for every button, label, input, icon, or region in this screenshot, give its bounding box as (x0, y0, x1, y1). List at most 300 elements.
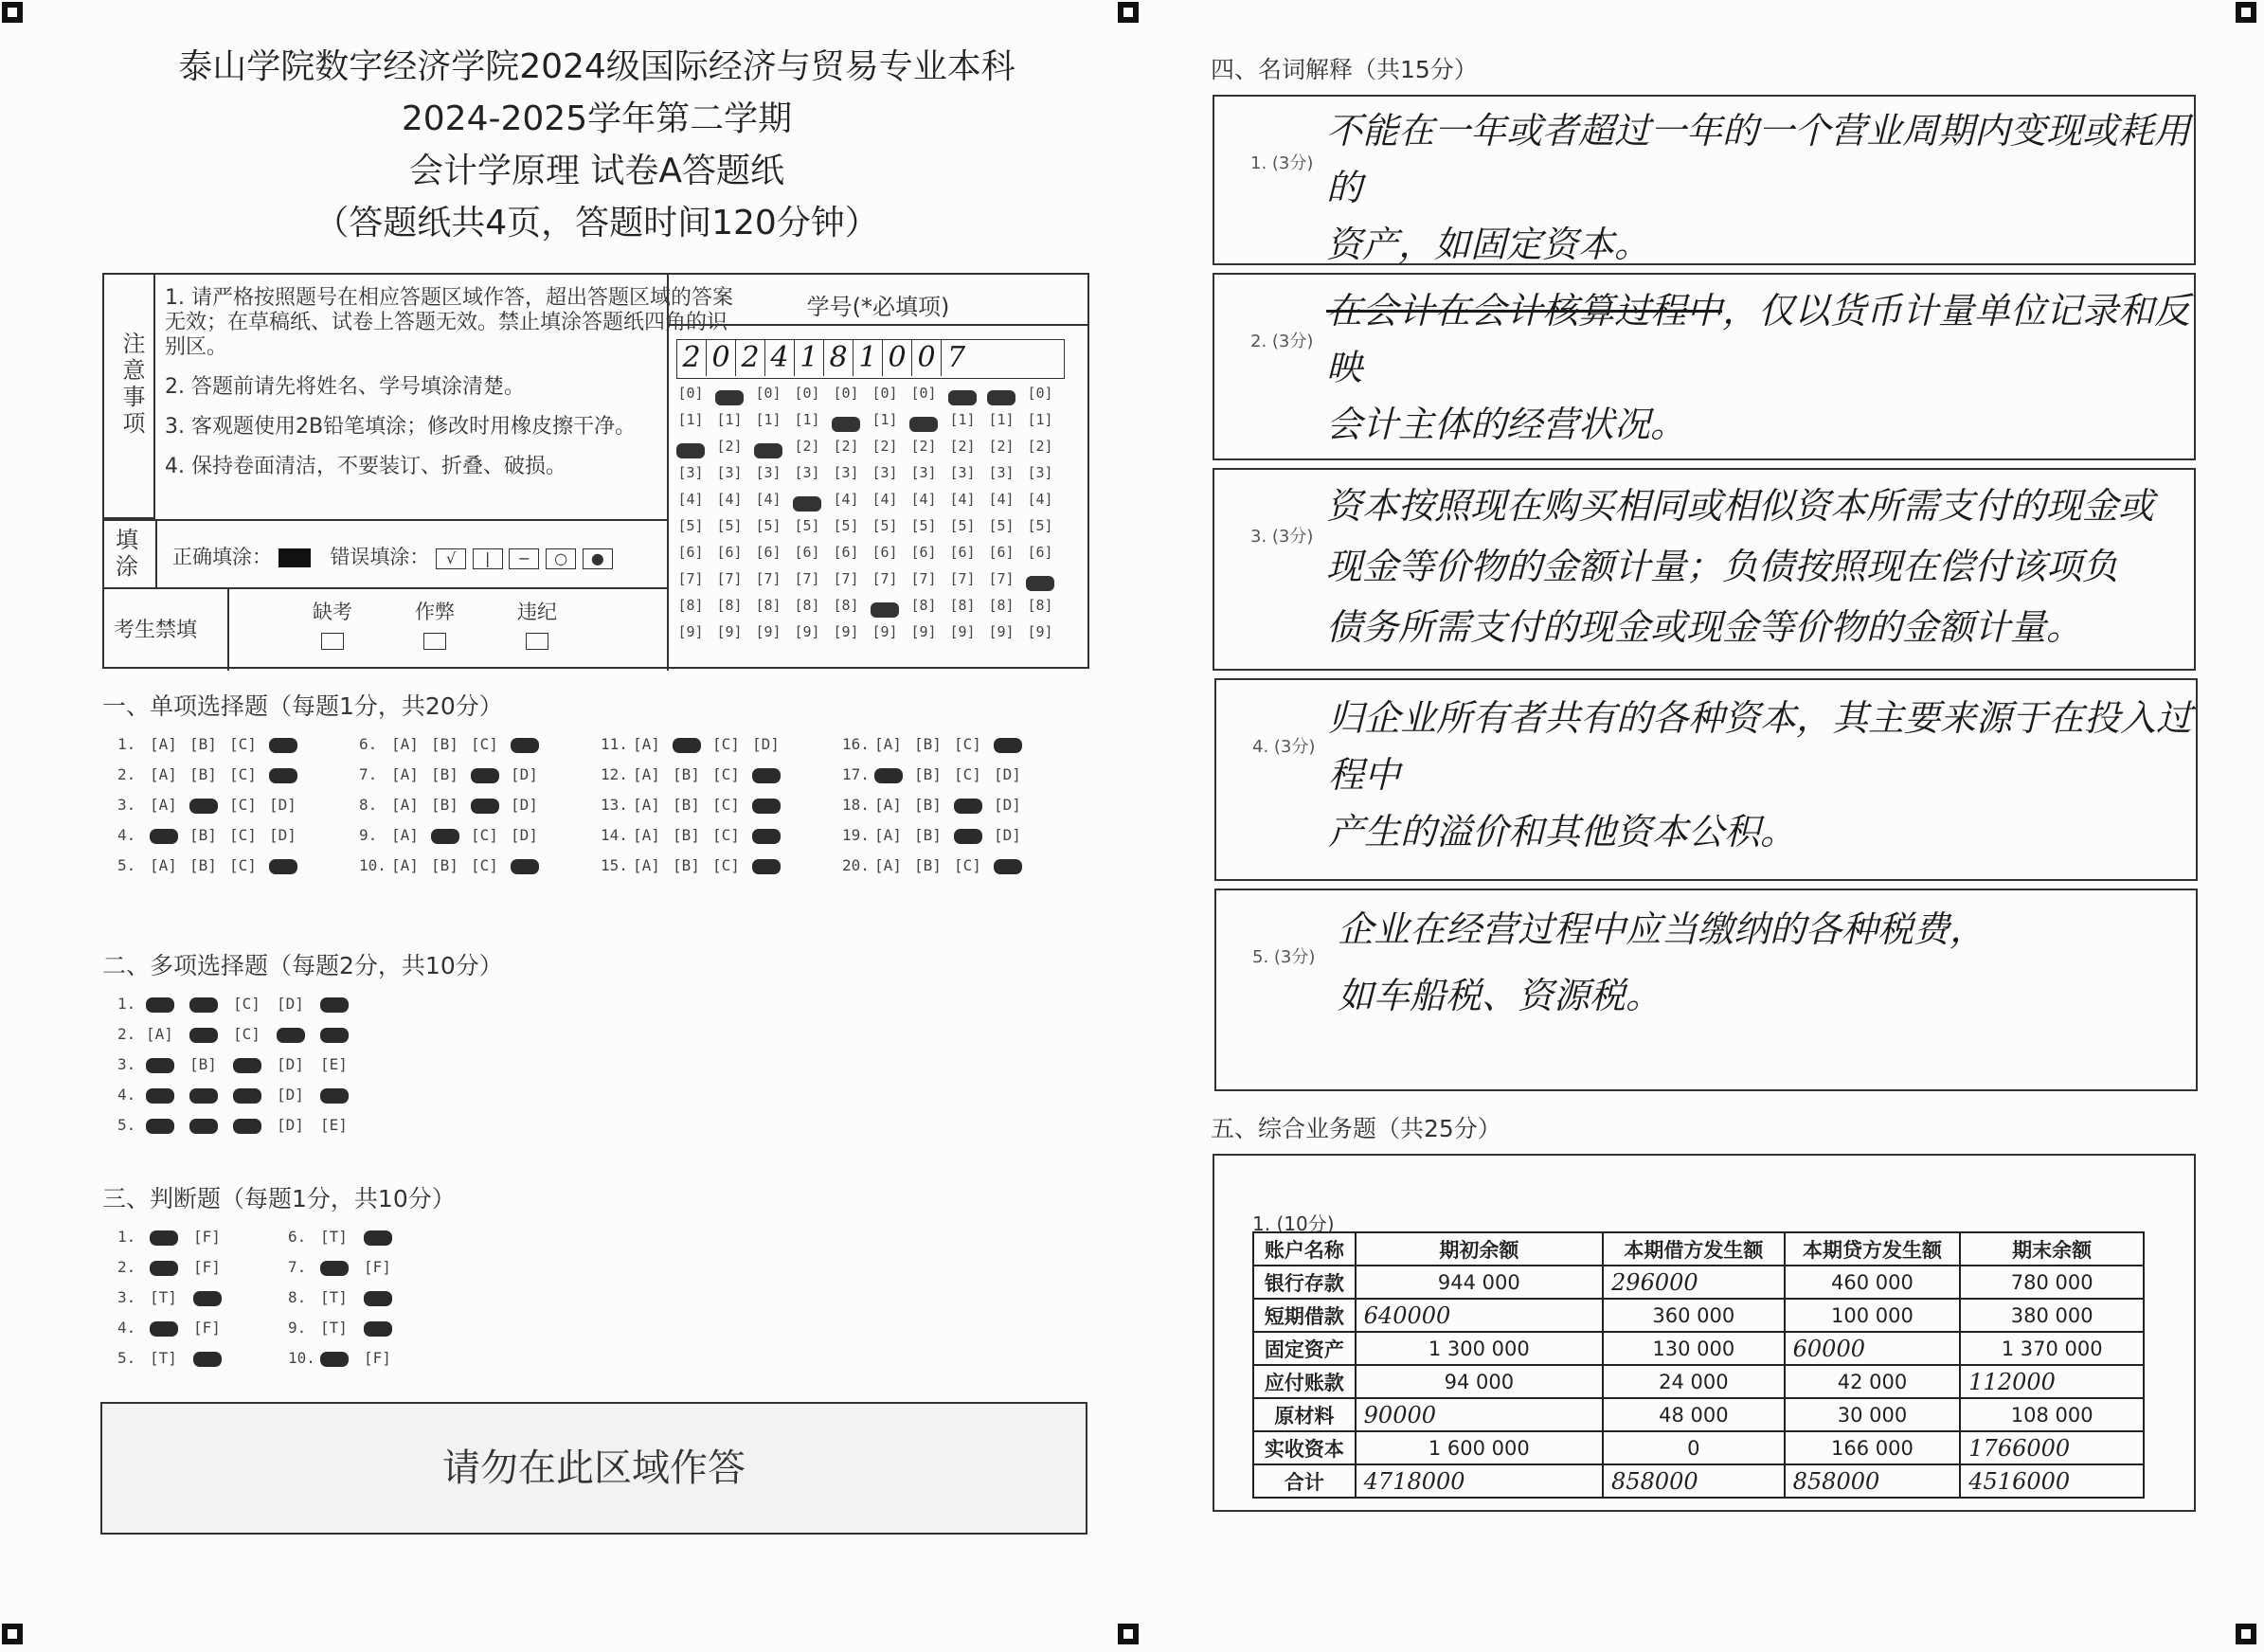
true-false-item[interactable] (117, 1228, 237, 1246)
filled-bubble[interactable] (471, 765, 511, 783)
single-choice-item[interactable] (117, 765, 309, 783)
option-bubble[interactable]: [B] (431, 796, 458, 814)
filled-bubble[interactable] (471, 796, 511, 814)
sid-bubble[interactable] (1026, 576, 1054, 591)
sid-bubble[interactable]: [0] (794, 385, 820, 402)
option-bubble[interactable]: [C] (229, 856, 257, 874)
sid-bubble[interactable]: [5] (794, 517, 820, 534)
sid-bubble[interactable] (832, 417, 860, 432)
sid-bubble-column[interactable] (1026, 385, 1054, 650)
option-bubble[interactable]: [D] (269, 796, 296, 814)
option-bubble[interactable]: [D] (277, 1116, 304, 1134)
sid-bubble[interactable]: [6] (1027, 544, 1053, 561)
option-bubble[interactable]: [A] (633, 735, 660, 753)
sid-bubble[interactable]: [4] (910, 491, 937, 508)
filled-bubble[interactable] (320, 1025, 364, 1043)
option-bubble[interactable]: [D] (511, 765, 538, 783)
sid-bubble[interactable]: [7] (871, 570, 898, 587)
filled-bubble[interactable] (269, 765, 309, 783)
option-bubble[interactable]: [C] (954, 735, 981, 753)
option-bubble[interactable]: [C] (712, 796, 740, 814)
sid-bubble[interactable]: [8] (755, 597, 782, 614)
single-choice-item[interactable] (842, 796, 1033, 814)
amount-cell[interactable]: 130 000 (1603, 1332, 1785, 1365)
option-bubble[interactable]: [T] (150, 1288, 177, 1306)
sid-bubble[interactable] (987, 390, 1015, 405)
option-bubble[interactable]: [A] (874, 735, 902, 753)
answer-box-5[interactable] (1214, 889, 2198, 1091)
option-bubble[interactable]: [C] (712, 735, 740, 753)
filled-bubble[interactable] (150, 1228, 193, 1246)
sid-bubble[interactable]: [5] (716, 517, 743, 534)
sid-bubble[interactable]: [8] (794, 597, 820, 614)
sid-bubble[interactable]: [8] (1027, 597, 1053, 614)
true-false-item[interactable] (288, 1258, 407, 1276)
multi-choice-grid[interactable] (117, 995, 496, 1146)
student-id-digits[interactable] (676, 339, 1065, 379)
sid-bubble[interactable]: [7] (716, 570, 743, 587)
checkbox[interactable] (321, 633, 344, 650)
option-bubble[interactable]: [B] (914, 735, 942, 753)
option-bubble[interactable]: [D] (752, 735, 780, 753)
sid-bubble[interactable]: [6] (716, 544, 743, 561)
amount-cell[interactable]: 4516000 (1960, 1464, 2144, 1498)
option-bubble[interactable]: [B] (914, 796, 942, 814)
true-false-item[interactable] (117, 1258, 237, 1276)
sid-bubble[interactable]: [7] (833, 570, 859, 587)
filled-bubble[interactable] (193, 1349, 237, 1367)
multi-choice-item[interactable] (117, 1086, 364, 1104)
sid-bubble[interactable]: [3] (910, 464, 937, 481)
sid-bubble[interactable]: [9] (910, 623, 937, 640)
option-bubble[interactable]: [C] (471, 856, 498, 874)
answer-box-3[interactable] (1213, 468, 2196, 671)
sid-bubble-column[interactable] (909, 385, 938, 650)
option-bubble[interactable]: [A] (633, 796, 660, 814)
sid-bubble[interactable]: [7] (677, 570, 704, 587)
sid-bubble[interactable]: [2] (1027, 438, 1053, 455)
true-false-item[interactable] (117, 1288, 237, 1306)
sid-bubble[interactable]: [9] (833, 623, 859, 640)
single-choice-item[interactable] (117, 735, 309, 753)
option-bubble[interactable]: [A] (146, 1025, 173, 1043)
answer-box-2[interactable] (1213, 273, 2196, 460)
amount-cell[interactable]: 1766000 (1960, 1431, 2144, 1464)
amount-cell[interactable]: 108 000 (1960, 1398, 2144, 1431)
option-bubble[interactable]: [B] (189, 826, 217, 844)
sid-bubble[interactable]: [9] (677, 623, 704, 640)
sid-bubble[interactable]: [6] (755, 544, 782, 561)
option-bubble[interactable]: [B] (673, 826, 700, 844)
single-choice-item[interactable] (117, 856, 309, 874)
option-bubble[interactable]: [T] (320, 1288, 348, 1306)
sid-bubble[interactable]: [3] (871, 464, 898, 481)
sid-bubble[interactable]: [6] (910, 544, 937, 561)
sid-bubble[interactable]: [5] (949, 517, 976, 534)
sid-bubble[interactable]: [7] (988, 570, 1015, 587)
sid-bubble[interactable]: [1] (988, 411, 1015, 428)
option-bubble[interactable]: [T] (320, 1319, 348, 1337)
filled-bubble[interactable] (150, 1258, 193, 1276)
option-bubble[interactable]: [A] (391, 735, 419, 753)
sid-bubble[interactable]: [8] (949, 597, 976, 614)
sid-bubble[interactable]: [0] (1027, 385, 1053, 402)
true-false-item[interactable] (288, 1288, 407, 1306)
student-id-bubble-grid[interactable] (676, 385, 1084, 659)
sid-bubble[interactable]: [5] (910, 517, 937, 534)
filled-bubble[interactable] (189, 995, 233, 1013)
sid-bubble[interactable]: [6] (794, 544, 820, 561)
filled-bubble[interactable] (269, 735, 309, 753)
sid-bubble[interactable] (793, 496, 821, 512)
option-bubble[interactable]: [A] (874, 826, 902, 844)
sid-bubble[interactable]: [4] (1027, 491, 1053, 508)
option-bubble[interactable]: [E] (320, 1116, 348, 1134)
option-bubble[interactable]: [A] (391, 826, 419, 844)
sid-bubble-column[interactable] (871, 385, 899, 650)
single-choice-item[interactable] (359, 856, 550, 874)
sid-bubble[interactable] (676, 443, 705, 458)
sid-bubble[interactable]: [3] (988, 464, 1015, 481)
sid-bubble[interactable]: [2] (794, 438, 820, 455)
amount-cell[interactable]: 858000 (1785, 1464, 1961, 1498)
filled-bubble[interactable] (233, 1086, 277, 1104)
option-bubble[interactable]: [C] (954, 856, 981, 874)
sid-bubble-column[interactable] (754, 385, 782, 650)
filled-bubble[interactable] (994, 856, 1033, 874)
sid-bubble-column[interactable] (987, 385, 1015, 650)
checkbox[interactable] (423, 633, 446, 650)
single-choice-grid[interactable] (117, 735, 1084, 887)
option-bubble[interactable]: [F] (364, 1258, 391, 1276)
sid-bubble-column[interactable] (948, 385, 977, 650)
filled-bubble[interactable] (994, 735, 1033, 753)
single-choice-item[interactable] (359, 826, 550, 844)
sid-bubble[interactable]: [2] (949, 438, 976, 455)
sid-bubble[interactable]: [7] (794, 570, 820, 587)
sid-bubble[interactable]: [5] (988, 517, 1015, 534)
option-bubble[interactable]: [D] (277, 1086, 304, 1104)
filled-bubble[interactable] (189, 1116, 233, 1134)
sid-bubble[interactable]: [4] (716, 491, 743, 508)
sid-bubble[interactable] (909, 417, 938, 432)
option-bubble[interactable]: [C] (229, 765, 257, 783)
filled-bubble[interactable] (511, 856, 550, 874)
sid-bubble[interactable]: [2] (833, 438, 859, 455)
sid-bubble[interactable] (948, 390, 977, 405)
forbidden-violation[interactable]: 违纪 (517, 597, 557, 650)
option-bubble[interactable]: [C] (954, 765, 981, 783)
filled-bubble[interactable] (277, 1025, 320, 1043)
filled-bubble[interactable] (752, 796, 792, 814)
sid-bubble[interactable]: [8] (677, 597, 704, 614)
option-bubble[interactable]: [D] (994, 826, 1021, 844)
multi-choice-item[interactable] (117, 1116, 364, 1134)
filled-bubble[interactable] (269, 856, 309, 874)
amount-cell[interactable]: 48 000 (1603, 1398, 1785, 1431)
filled-bubble[interactable] (146, 1086, 189, 1104)
amount-cell[interactable]: 460 000 (1785, 1266, 1961, 1299)
amount-cell[interactable]: 296000 (1603, 1266, 1785, 1299)
filled-bubble[interactable] (320, 1258, 364, 1276)
option-bubble[interactable]: [A] (633, 826, 660, 844)
single-choice-item[interactable] (601, 765, 792, 783)
amount-cell[interactable]: 100 000 (1785, 1299, 1961, 1332)
amount-cell[interactable]: 90000 (1356, 1398, 1603, 1431)
filled-bubble[interactable] (364, 1319, 407, 1337)
multi-choice-item[interactable] (117, 1025, 364, 1043)
filled-bubble[interactable] (364, 1228, 407, 1246)
option-bubble[interactable]: [F] (193, 1319, 221, 1337)
filled-bubble[interactable] (511, 735, 550, 753)
option-bubble[interactable]: [B] (914, 826, 942, 844)
ledger-table[interactable] (1252, 1231, 2145, 1499)
amount-cell[interactable]: 94 000 (1356, 1365, 1603, 1398)
option-bubble[interactable]: [C] (712, 765, 740, 783)
option-bubble[interactable]: [A] (874, 856, 902, 874)
sid-bubble[interactable]: [8] (910, 597, 937, 614)
true-false-item[interactable] (288, 1228, 407, 1246)
option-bubble[interactable]: [C] (712, 826, 740, 844)
single-choice-item[interactable] (117, 826, 309, 844)
amount-cell[interactable]: 42 000 (1785, 1365, 1961, 1398)
option-bubble[interactable]: [C] (471, 735, 498, 753)
sid-bubble[interactable]: [5] (677, 517, 704, 534)
option-bubble[interactable]: [C] (471, 826, 498, 844)
amount-cell[interactable]: 1 370 000 (1960, 1332, 2144, 1365)
option-bubble[interactable]: [A] (633, 856, 660, 874)
sid-bubble[interactable]: [7] (755, 570, 782, 587)
forbidden-cheat[interactable]: 作弊 (415, 597, 455, 650)
sid-bubble[interactable]: [4] (871, 491, 898, 508)
true-false-item[interactable] (288, 1319, 407, 1337)
single-choice-item[interactable] (359, 765, 550, 783)
sid-bubble[interactable]: [9] (988, 623, 1015, 640)
option-bubble[interactable]: [C] (233, 995, 261, 1013)
sid-bubble[interactable]: [0] (871, 385, 898, 402)
option-bubble[interactable]: [F] (193, 1258, 221, 1276)
single-choice-item[interactable] (601, 856, 792, 874)
option-bubble[interactable]: [A] (150, 856, 177, 874)
option-bubble[interactable]: [D] (994, 765, 1021, 783)
option-bubble[interactable]: [B] (189, 1055, 217, 1073)
true-false-item[interactable] (288, 1349, 407, 1367)
amount-cell[interactable]: 24 000 (1603, 1365, 1785, 1398)
filled-bubble[interactable] (233, 1116, 277, 1134)
option-bubble[interactable]: [C] (229, 796, 257, 814)
single-choice-item[interactable] (842, 735, 1033, 753)
filled-bubble[interactable] (431, 826, 471, 844)
filled-bubble[interactable] (954, 796, 994, 814)
amount-cell[interactable]: 1 600 000 (1356, 1431, 1603, 1464)
sid-bubble[interactable]: [9] (794, 623, 820, 640)
sid-bubble[interactable]: [1] (716, 411, 743, 428)
single-choice-item[interactable] (842, 826, 1033, 844)
amount-cell[interactable]: 30 000 (1785, 1398, 1961, 1431)
option-bubble[interactable]: [B] (431, 856, 458, 874)
sid-bubble[interactable]: [1] (755, 411, 782, 428)
amount-cell[interactable]: 1 300 000 (1356, 1332, 1603, 1365)
amount-cell[interactable]: 0 (1603, 1431, 1785, 1464)
forbidden-absent[interactable]: 缺考 (313, 597, 352, 650)
filled-bubble[interactable] (752, 765, 792, 783)
amount-cell[interactable]: 380 000 (1960, 1299, 2144, 1332)
sid-bubble[interactable]: [9] (716, 623, 743, 640)
option-bubble[interactable]: [F] (193, 1228, 221, 1246)
multi-choice-item[interactable] (117, 1055, 364, 1073)
sid-bubble[interactable]: [6] (949, 544, 976, 561)
sid-bubble[interactable]: [8] (988, 597, 1015, 614)
amount-cell[interactable]: 944 000 (1356, 1266, 1603, 1299)
sid-bubble[interactable]: [9] (1027, 623, 1053, 640)
single-choice-item[interactable] (359, 796, 550, 814)
true-false-grid[interactable] (117, 1228, 440, 1379)
option-bubble[interactable]: [D] (511, 796, 538, 814)
answer-box-1[interactable] (1213, 95, 2196, 265)
option-bubble[interactable]: [B] (914, 765, 942, 783)
sid-bubble[interactable]: [5] (833, 517, 859, 534)
answer-box-4[interactable] (1214, 678, 2198, 881)
sid-bubble[interactable]: [4] (988, 491, 1015, 508)
filled-bubble[interactable] (146, 1116, 189, 1134)
sid-bubble[interactable]: [6] (677, 544, 704, 561)
filled-bubble[interactable] (320, 1086, 364, 1104)
sid-bubble[interactable]: [6] (871, 544, 898, 561)
filled-bubble[interactable] (364, 1288, 407, 1306)
sid-bubble[interactable]: [3] (794, 464, 820, 481)
option-bubble[interactable]: [B] (189, 765, 217, 783)
sid-bubble[interactable]: [9] (949, 623, 976, 640)
option-bubble[interactable]: [D] (269, 826, 296, 844)
sid-bubble-column[interactable] (793, 385, 821, 650)
amount-cell[interactable]: 858000 (1603, 1464, 1785, 1498)
sid-bubble[interactable]: [2] (871, 438, 898, 455)
filled-bubble[interactable] (752, 856, 792, 874)
option-bubble[interactable]: [A] (391, 796, 419, 814)
option-bubble[interactable]: [C] (233, 1025, 261, 1043)
sid-bubble[interactable] (871, 602, 899, 618)
sid-bubble[interactable]: [0] (755, 385, 782, 402)
sid-bubble[interactable] (715, 390, 744, 405)
filled-bubble[interactable] (189, 1025, 233, 1043)
filled-bubble[interactable] (233, 1055, 277, 1073)
sid-bubble-column[interactable] (676, 385, 705, 650)
filled-bubble[interactable] (189, 1086, 233, 1104)
sid-bubble[interactable]: [1] (794, 411, 820, 428)
filled-bubble[interactable] (320, 1349, 364, 1367)
option-bubble[interactable]: [B] (673, 796, 700, 814)
option-bubble[interactable]: [B] (431, 765, 458, 783)
sid-bubble[interactable]: [3] (755, 464, 782, 481)
amount-cell[interactable]: 360 000 (1603, 1299, 1785, 1332)
amount-cell[interactable]: 166 000 (1785, 1431, 1961, 1464)
sid-bubble[interactable]: [3] (716, 464, 743, 481)
option-bubble[interactable]: [D] (511, 826, 538, 844)
single-choice-item[interactable] (842, 765, 1033, 783)
filled-bubble[interactable] (189, 796, 229, 814)
filled-bubble[interactable] (752, 826, 792, 844)
filled-bubble[interactable] (146, 1055, 189, 1073)
option-bubble[interactable]: [D] (277, 995, 304, 1013)
sid-bubble[interactable]: [7] (910, 570, 937, 587)
option-bubble[interactable]: [A] (150, 735, 177, 753)
amount-cell[interactable]: 60000 (1785, 1332, 1961, 1365)
option-bubble[interactable]: [A] (391, 856, 419, 874)
option-bubble[interactable]: [B] (189, 856, 217, 874)
option-bubble[interactable]: [B] (189, 735, 217, 753)
option-bubble[interactable]: [B] (673, 856, 700, 874)
sid-bubble[interactable]: [7] (949, 570, 976, 587)
option-bubble[interactable]: [T] (320, 1228, 348, 1246)
sid-bubble[interactable]: [8] (833, 597, 859, 614)
sid-bubble-column[interactable] (715, 385, 744, 650)
sid-bubble[interactable]: [4] (677, 491, 704, 508)
sid-bubble[interactable]: [3] (833, 464, 859, 481)
filled-bubble[interactable] (150, 1319, 193, 1337)
true-false-item[interactable] (117, 1319, 237, 1337)
amount-cell[interactable]: 112000 (1960, 1365, 2144, 1398)
sid-bubble[interactable]: [5] (755, 517, 782, 534)
option-bubble[interactable]: [B] (431, 735, 458, 753)
multi-choice-item[interactable] (117, 995, 364, 1013)
amount-cell[interactable]: 780 000 (1960, 1266, 2144, 1299)
sid-bubble[interactable]: [4] (949, 491, 976, 508)
sid-bubble[interactable]: [1] (871, 411, 898, 428)
filled-bubble[interactable] (150, 826, 189, 844)
single-choice-item[interactable] (117, 796, 309, 814)
amount-cell[interactable]: 4718000 (1356, 1464, 1603, 1498)
amount-cell[interactable]: 640000 (1356, 1299, 1603, 1332)
sid-bubble[interactable]: [9] (755, 623, 782, 640)
option-bubble[interactable]: [A] (150, 765, 177, 783)
option-bubble[interactable]: [A] (150, 796, 177, 814)
sid-bubble[interactable]: [3] (677, 464, 704, 481)
option-bubble[interactable]: [D] (277, 1055, 304, 1073)
option-bubble[interactable]: [T] (150, 1349, 177, 1367)
single-choice-item[interactable] (359, 735, 550, 753)
sid-bubble[interactable]: [2] (910, 438, 937, 455)
true-false-item[interactable] (117, 1349, 237, 1367)
filled-bubble[interactable] (146, 995, 189, 1013)
sid-bubble[interactable]: [3] (1027, 464, 1053, 481)
option-bubble[interactable]: [D] (994, 796, 1021, 814)
single-choice-item[interactable] (842, 856, 1033, 874)
sid-bubble[interactable]: [9] (871, 623, 898, 640)
sid-bubble[interactable]: [6] (988, 544, 1015, 561)
filled-bubble[interactable] (320, 995, 364, 1013)
option-bubble[interactable]: [B] (914, 856, 942, 874)
sid-bubble[interactable]: [4] (833, 491, 859, 508)
filled-bubble[interactable] (954, 826, 994, 844)
option-bubble[interactable]: [A] (391, 765, 419, 783)
sid-bubble[interactable]: [1] (1027, 411, 1053, 428)
option-bubble[interactable]: [F] (364, 1349, 391, 1367)
sid-bubble[interactable]: [3] (949, 464, 976, 481)
sid-bubble[interactable]: [6] (833, 544, 859, 561)
sid-bubble[interactable]: [0] (677, 385, 704, 402)
filled-bubble[interactable] (193, 1288, 237, 1306)
sid-bubble[interactable]: [8] (716, 597, 743, 614)
option-bubble[interactable]: [C] (229, 735, 257, 753)
option-bubble[interactable]: [C] (712, 856, 740, 874)
checkbox[interactable] (526, 633, 548, 650)
sid-bubble[interactable]: [0] (910, 385, 937, 402)
option-bubble[interactable]: [A] (633, 765, 660, 783)
sid-bubble[interactable]: [0] (833, 385, 859, 402)
sid-bubble[interactable]: [5] (1027, 517, 1053, 534)
single-choice-item[interactable] (601, 796, 792, 814)
option-bubble[interactable]: [B] (673, 765, 700, 783)
